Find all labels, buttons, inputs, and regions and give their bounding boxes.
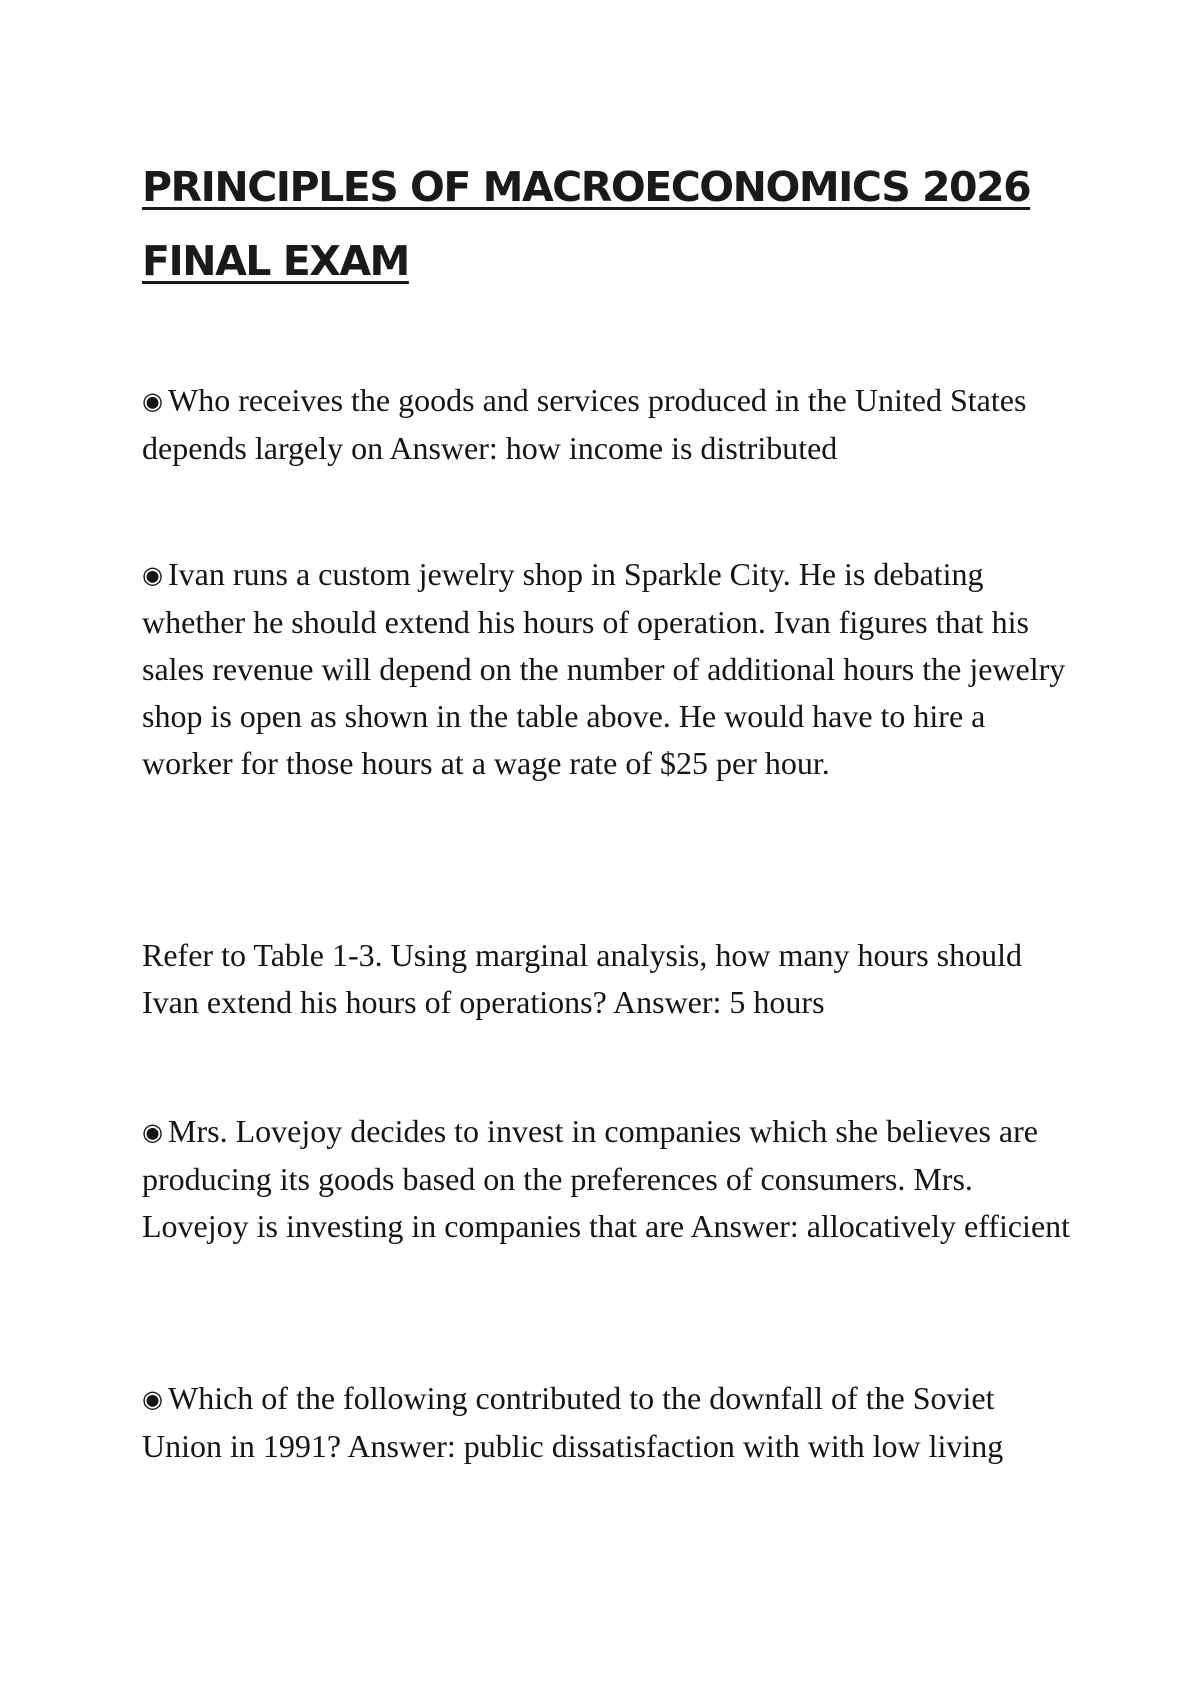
bullet-icon: ◉: [142, 561, 163, 589]
title-line-1: PRINCIPLES OF MACROECONOMICS 2026: [142, 163, 1031, 211]
title-line-2: FINAL EXAM: [142, 237, 409, 285]
bullet-icon: ◉: [142, 1385, 163, 1413]
question-text: Mrs. Lovejoy decides to invest in companies which she believes are producing its goods based on the preferences of consumers. Mrs. Lovejoy is investing in companies that are Answer: allocatively efficient: [142, 1113, 1071, 1244]
question-paragraph: [142, 1375, 1072, 1470]
question-text: Who receives the goods and services produced in the United States depends largely on Answer: how income is distributed: [142, 382, 1027, 466]
bullet-icon: ◉: [142, 1118, 163, 1146]
bullet-icon: ◉: [142, 387, 163, 415]
question-text: Which of the following contributed to the downfall of the Soviet Union in 1991? Answer: public dissatisfaction with with low living: [142, 1380, 1004, 1464]
question-text: Refer to Table 1-3. Using marginal analysis, how many hours should Ivan extend his hours of operations? Answer: 5 hours: [142, 937, 1022, 1020]
question-paragraph: [142, 932, 1072, 1026]
question-paragraph: [142, 377, 1072, 472]
page-title: [142, 150, 1072, 298]
question-text: Ivan runs a custom jewelry shop in Sparkle City. He is debating whether he should extend his hours of operation. Ivan figures that his sales revenue will depend on the number of additional hours the jewelry shop is open as shown in the table above. He would have to hire a worker for those hours at a wage rate of $25 per hour.: [142, 556, 1066, 781]
question-paragraph: [142, 551, 1072, 787]
question-paragraph: [142, 1108, 1072, 1250]
